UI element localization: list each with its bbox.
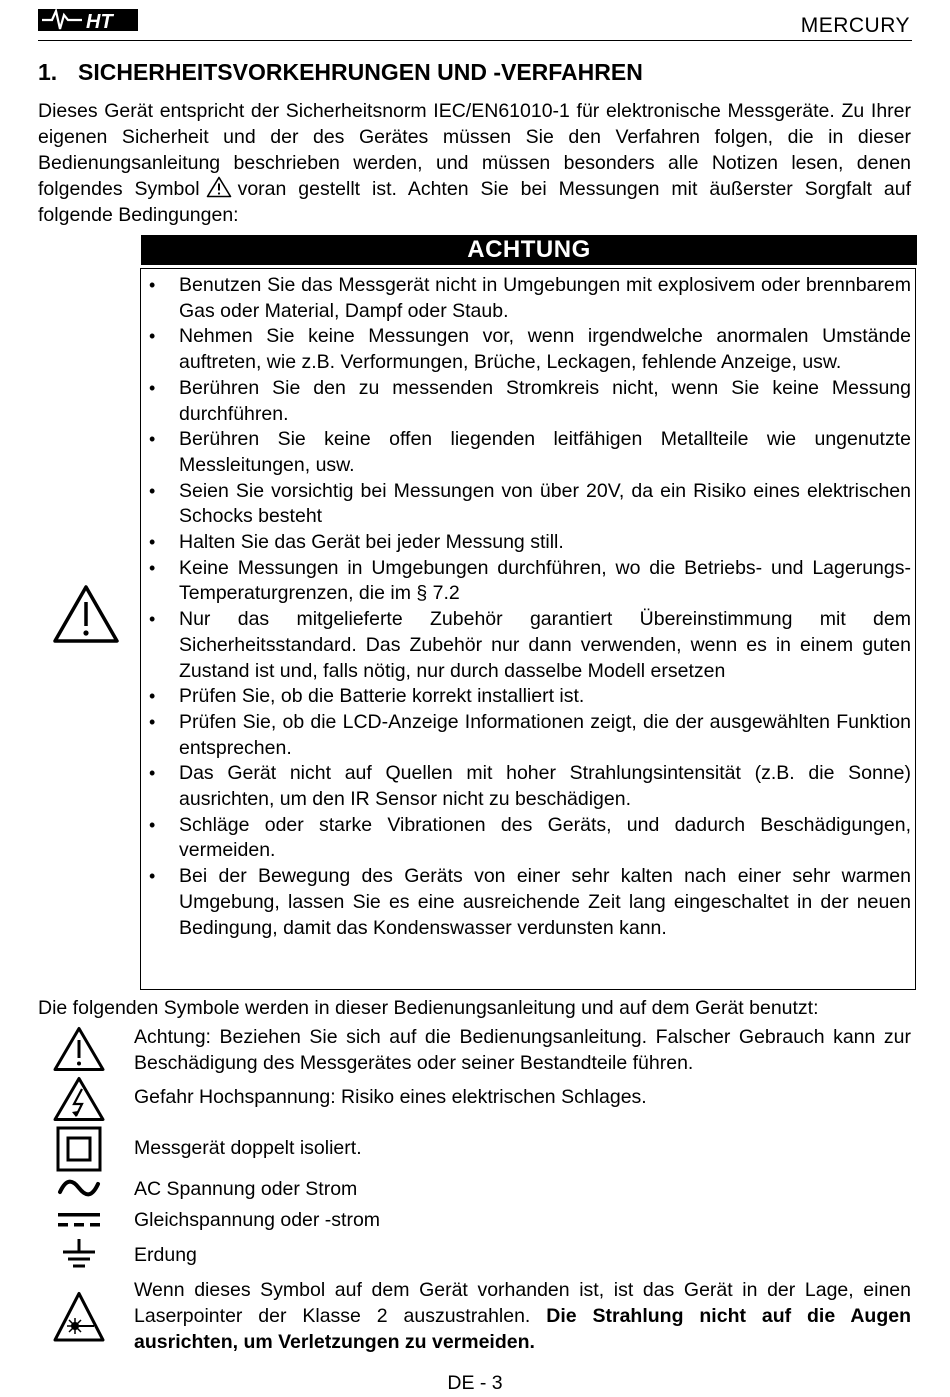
document-name: MERCURY xyxy=(800,14,910,37)
laser-warning-icon xyxy=(52,1291,106,1343)
section-number: 1. xyxy=(38,59,58,85)
symbol-description: Gleichspannung oder -strom xyxy=(134,1209,381,1231)
warning-item: • Schläge oder starke Vibrationen des Geräts, und dadurch Beschädigungen, vermeiden. xyxy=(141,813,915,864)
inline-warning-icon xyxy=(206,176,232,198)
warning-heading: ACHTUNG xyxy=(141,235,917,265)
warning-item: • Prüfen Sie, ob die Batterie korrekt installiert ist. xyxy=(141,684,915,710)
intro-after-symbol: voran gestellt ist. Achten Sie bei Messungen mit äußerster Sorgfalt auf folgende Bedingungen: xyxy=(38,178,912,226)
intro-before-symbol: Dieses Gerät entspricht der Sicherheitsnorm IEC/EN61010-1 für elektronische Messgeräte. Zu Ihrer eigenen Sicherheit und der des Gerätes müssen Sie den Verfahren folgen, die in dieser Bedienungsanleitung beschrieben werden, und müssen besonders alle Notizen lesen, denen folgendes Symbol xyxy=(38,100,911,200)
warning-item: • Nehmen Sie keine Messungen vor, wenn irgendwelche anormalen Umstände auftreten, wie z.B. Verformungen, Brüche, Leckagen, fehlende Anzeige, usw. xyxy=(141,324,915,375)
symbol-description: Achtung: Beziehen Sie sich auf die Bedienungsanleitung. Falscher Gebrauch kann zur Beschädigung des Messgerätes oder seiner Bestandteile führen. xyxy=(134,1026,911,1074)
warning-triangle-icon xyxy=(52,584,120,644)
warning-item: • Halten Sie das Gerät bei jeder Messung still. xyxy=(141,530,915,556)
dc-icon xyxy=(52,1210,106,1230)
warning-item: • Das Gerät nicht auf Quellen mit hoher Strahlungsintensität (z.B. die Sonne) ausrichten, um den IR Sensor nicht zu beschädigen. xyxy=(141,761,915,812)
symbol-description: Messgerät doppelt isoliert. xyxy=(134,1137,362,1159)
warning-item: • Berühren Sie keine offen liegenden leitfähigen Metallteile wie ungenutzte Messleitungen, usw. xyxy=(141,427,915,478)
laser-description: Wenn dieses Symbol auf dem Gerät vorhanden ist, ist das Gerät in der Lage, einen Laserpointer der Klasse 2 auszustrahlen. xyxy=(134,1279,911,1327)
page-number: DE - 3 xyxy=(447,1372,503,1394)
warning-item: • Benutzen Sie das Messgerät nicht in Umgebungen mit explosivem oder brennbarem Gas oder Material, Dampf oder Staub. xyxy=(141,273,915,324)
warning-item: • Prüfen Sie, ob die LCD-Anzeige Informationen zeigt, die der ausgewählten Funktion entsprechen. xyxy=(141,710,915,761)
intro-paragraph xyxy=(38,98,911,228)
ht-logo xyxy=(38,6,140,34)
laser-warning-bold: Die Strahlung nicht auf die Augen ausrichten, um Verletzungen zu vermeiden. xyxy=(134,1305,912,1353)
warning-item: • Bei der Bewegung des Geräts von einer sehr kalten nach einer sehr warmen Umgebung, lassen Sie es eine ausreichende Zeit lang eingeschaltet in der neuen Bedingung, damit das Kondenswasser verdunsten kann. xyxy=(141,864,915,941)
high-voltage-icon xyxy=(52,1076,106,1122)
section-title-text: SICHERHEITSVORKEHRUNGEN UND -VERFAHREN xyxy=(78,59,643,85)
ground-icon xyxy=(52,1238,106,1272)
symbol-description: Gefahr Hochspannung: Risiko eines elektrischen Schlages. xyxy=(134,1086,647,1108)
symbol-description: AC Spannung oder Strom xyxy=(134,1178,358,1200)
warning-item: • Nur das mitgelieferte Zubehör garantiert Übereinstimmung mit dem Sicherheitsstandard. Das Zubehör nur dann verwenden, wenn es in einem guten Zustand ist und, falls nötig, nur durch dasselbe Modell ersetzen xyxy=(141,607,915,684)
section-title xyxy=(38,59,643,86)
warning-list xyxy=(141,273,915,941)
symbol-description xyxy=(134,1277,911,1355)
double-insulation-icon xyxy=(52,1126,106,1172)
symbols-intro: Die folgenden Symbole werden in dieser Bedienungsanleitung und auf dem Gerät benutzt: xyxy=(38,997,819,1019)
logo-text: HT xyxy=(86,11,113,33)
warning-triangle-icon xyxy=(52,1026,106,1072)
warning-item: • Seien Sie vorsichtig bei Messungen von über 20V, da ein Risiko eines elektrischen Schocks besteht xyxy=(141,479,915,530)
header-rule xyxy=(38,40,912,41)
ac-sine-icon xyxy=(52,1177,106,1199)
warning-item: • Keine Messungen in Umgebungen durchführen, wo die Betriebs- und Lagerungs-Temperaturgrenzen, die im § 7.2 xyxy=(141,556,915,607)
warning-item: • Berühren Sie den zu messenden Stromkreis nicht, wenn Sie keine Messung durchführen. xyxy=(141,376,915,427)
warning-box xyxy=(140,268,916,990)
symbol-description: Erdung xyxy=(134,1244,197,1266)
